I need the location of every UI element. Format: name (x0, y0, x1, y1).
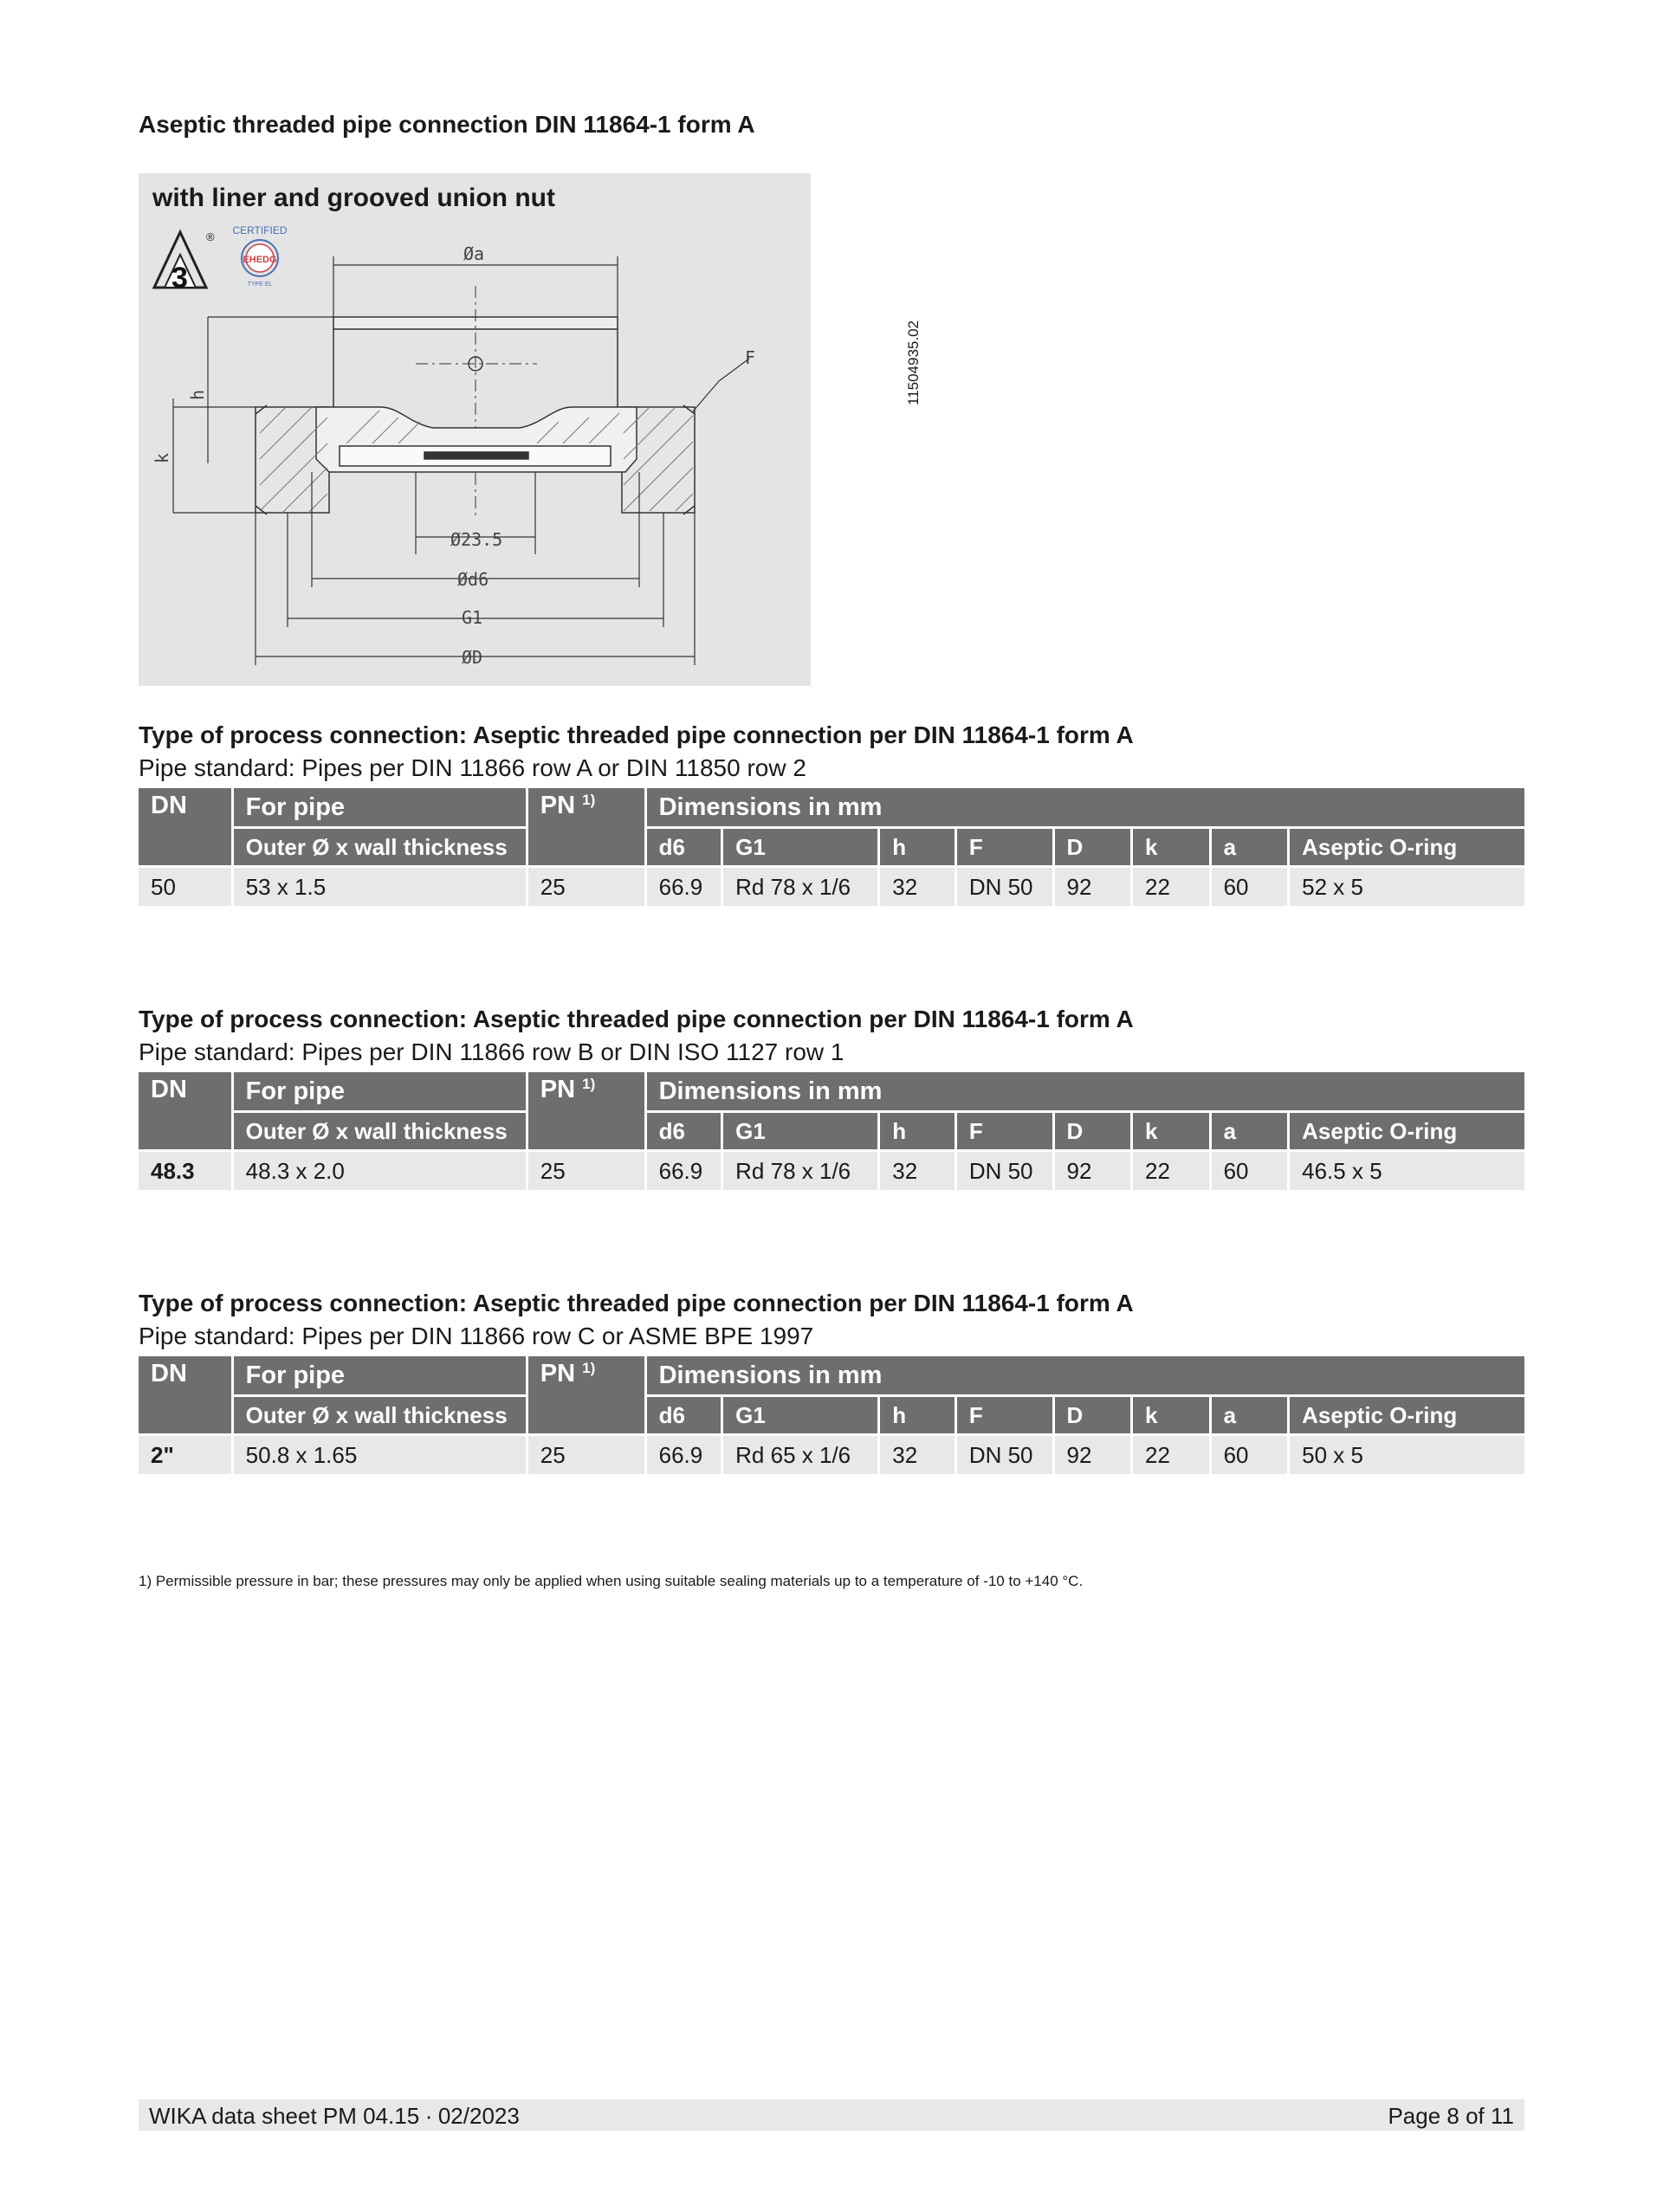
cell-dn: 2" (139, 1436, 234, 1474)
header-oring: Aseptic O-ring (1290, 1397, 1524, 1436)
header-dn: DN (139, 788, 234, 868)
cell-pipe: 48.3 x 2.0 (234, 1152, 528, 1190)
header-dimensions: Dimensions in mm (647, 1072, 1524, 1113)
ehedg-text: EHEDG (243, 255, 277, 265)
cell-d: 92 (1055, 1152, 1134, 1190)
cross-section-drawing (139, 173, 811, 686)
dim-label-h: h (187, 389, 208, 400)
dim-label-dd: ØD (462, 647, 483, 668)
header-dimensions: Dimensions in mm (647, 1356, 1524, 1397)
pipe-standard: Pipe standard: Pipes per DIN 11866 row B or DIN ISO 1127 row 1 (139, 1038, 844, 1065)
header-for-pipe: For pipe (234, 788, 528, 829)
cell-oring: 50 x 5 (1290, 1436, 1524, 1474)
spec-table (139, 1072, 1524, 1190)
header-oring: Aseptic O-ring (1290, 829, 1524, 868)
technical-drawing-figure (139, 173, 922, 686)
header-pn: PN $^{1)}$ (528, 1356, 647, 1436)
header-oring: Aseptic O-ring (1290, 1113, 1524, 1152)
header-f: F (957, 829, 1055, 868)
spec-table-block-3 (139, 1287, 1524, 1474)
dim-label-g1: G1 (462, 607, 483, 628)
header-d: D (1055, 829, 1134, 868)
ehedg-certified-text: CERTIFIED (232, 224, 288, 236)
spec-table-block-1 (139, 719, 1524, 906)
cell-d6: 66.9 (647, 1152, 724, 1190)
header-k: k (1133, 829, 1212, 868)
header-pn: PN $^{1)}$ (528, 788, 647, 868)
pipe-standard: Pipe standard: Pipes per DIN 11866 row C or ASME BPE 1997 (139, 1323, 814, 1349)
header-h: h (880, 1397, 957, 1436)
header-a: a (1212, 1397, 1291, 1436)
header-f: F (957, 1397, 1055, 1436)
header-k: k (1133, 1113, 1212, 1152)
cell-pipe: 50.8 x 1.65 (234, 1436, 528, 1474)
cell-g1: Rd 65 x 1/6 (723, 1436, 880, 1474)
table-row (139, 1152, 1524, 1190)
table-row (139, 868, 1524, 906)
header-g1: G1 (723, 1113, 880, 1152)
cell-d6: 66.9 (647, 868, 724, 906)
table-title: Type of process connection: Aseptic threaded pipe connection per DIN 11864-1 form A (139, 1006, 1134, 1032)
pipe-standard: Pipe standard: Pipes per DIN 11866 row A or DIN 11850 row 2 (139, 754, 806, 781)
cell-dn: 50 (139, 868, 234, 906)
cell-dn: 48.3 (139, 1152, 234, 1190)
cell-h: 32 (880, 868, 957, 906)
cell-a: 60 (1212, 1152, 1291, 1190)
cell-oring: 52 x 5 (1290, 868, 1524, 906)
header-d: D (1055, 1397, 1134, 1436)
header-outer: Outer Ø x wall thickness (234, 829, 528, 868)
cell-k: 22 (1133, 1152, 1212, 1190)
section-title: Aseptic threaded pipe connection DIN 11864-1 form A (139, 111, 755, 138)
header-dn: DN (139, 1072, 234, 1152)
table-row (139, 1436, 1524, 1474)
dim-label-k: k (152, 452, 172, 463)
cell-f: DN 50 (957, 868, 1055, 906)
cell-pn: 25 (528, 1152, 647, 1190)
datasheet-id: WIKA data sheet PM 04.15 ∙ 02/2023 (149, 2103, 520, 2129)
3a-logo-number: 3 (171, 262, 188, 294)
header-pn: PN $^{1)}$ (528, 1072, 647, 1152)
cell-d: 92 (1055, 868, 1134, 906)
figure-caption: with liner and grooved union nut (152, 184, 555, 212)
spec-table-block-2 (139, 1003, 1524, 1190)
header-dimensions: Dimensions in mm (647, 788, 1524, 829)
cell-h: 32 (880, 1152, 957, 1190)
header-dn: DN (139, 1356, 234, 1436)
header-outer: Outer Ø x wall thickness (234, 1113, 528, 1152)
header-f: F (957, 1113, 1055, 1152)
registered-mark: ® (206, 230, 215, 243)
header-for-pipe: For pipe (234, 1072, 528, 1113)
cell-k: 22 (1133, 1436, 1212, 1474)
page-footer (139, 2099, 1524, 2131)
cell-pn: 25 (528, 1436, 647, 1474)
header-d: D (1055, 1113, 1134, 1152)
page-number: Page 8 of 11 (1388, 2103, 1514, 2129)
header-k: k (1133, 1397, 1212, 1436)
header-h: h (880, 1113, 957, 1152)
dim-label-a: Øa (463, 243, 485, 264)
header-d6: d6 (647, 1113, 724, 1152)
header-d6: d6 (647, 1397, 724, 1436)
header-g1: G1 (723, 829, 880, 868)
header-d6: d6 (647, 829, 724, 868)
cell-g1: Rd 78 x 1/6 (723, 1152, 880, 1190)
header-for-pipe: For pipe (234, 1356, 528, 1397)
header-h: h (880, 829, 957, 868)
cell-h: 32 (880, 1436, 957, 1474)
dim-label-d6: Ød6 (457, 569, 489, 590)
cell-a: 60 (1212, 1436, 1291, 1474)
header-a: a (1212, 1113, 1291, 1152)
ehedg-type-text: TYPE EL (247, 281, 273, 288)
spec-table (139, 788, 1524, 906)
dim-label-d23: Ø23.5 (450, 529, 503, 550)
cell-k: 22 (1133, 868, 1212, 906)
table-title: Type of process connection: Aseptic threaded pipe connection per DIN 11864-1 form A (139, 1290, 1134, 1316)
cell-oring: 46.5 x 5 (1290, 1152, 1524, 1190)
cell-pn: 25 (528, 868, 647, 906)
cell-d6: 66.9 (647, 1436, 724, 1474)
header-outer: Outer Ø x wall thickness (234, 1397, 528, 1436)
header-a: a (1212, 829, 1291, 868)
drawing-number: 11504935.02 (905, 320, 922, 405)
cell-a: 60 (1212, 868, 1291, 906)
spec-table (139, 1356, 1524, 1474)
table-title: Type of process connection: Aseptic threaded pipe connection per DIN 11864-1 form A (139, 721, 1134, 748)
cell-f: DN 50 (957, 1436, 1055, 1474)
dim-label-f: F (745, 347, 756, 368)
cell-pipe: 53 x 1.5 (234, 868, 528, 906)
footnote: 1) Permissible pressure in bar; these pressures may only be applied when using suitable sealing materials up to a temperature of -10 to +140 °C. (139, 1573, 1084, 1589)
cell-g1: Rd 78 x 1/6 (723, 868, 880, 906)
cell-f: DN 50 (957, 1152, 1055, 1190)
header-g1: G1 (723, 1397, 880, 1436)
cell-d: 92 (1055, 1436, 1134, 1474)
